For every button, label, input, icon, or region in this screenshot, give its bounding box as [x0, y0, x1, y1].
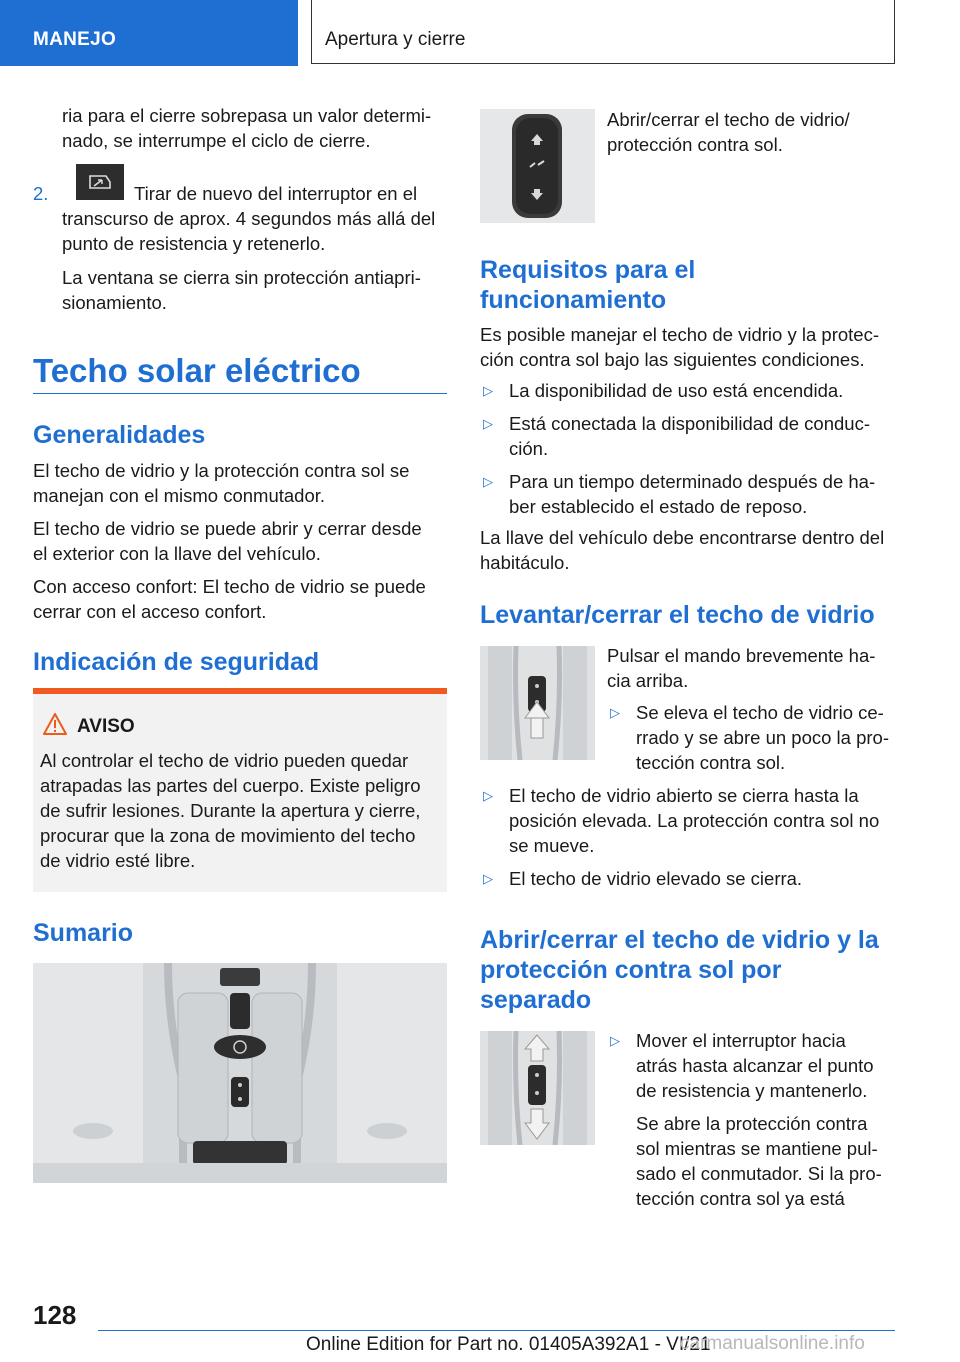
separate-note-line: tección contra sol ya está — [636, 1188, 845, 1209]
lift-heading: Levantar/cerrar el techo de vidrio — [480, 601, 875, 629]
warning-bar — [33, 688, 447, 694]
watermark-text: carmanualsonline.info — [680, 1333, 865, 1354]
lift-item — [509, 783, 879, 858]
requirement-item — [509, 378, 843, 403]
general-line: cerrar con el acceso confort. — [33, 601, 267, 622]
requirement-line: ción. — [509, 438, 549, 459]
general-line: El techo de vidrio y la protección contra sol se — [33, 460, 410, 481]
warning-triangle-icon — [42, 712, 68, 736]
lift-item-line: posición elevada. La protección contra sol no — [509, 810, 880, 831]
summary-heading: Sumario — [33, 919, 134, 947]
switch-caption-line: protección contra sol. — [607, 134, 783, 155]
separate-note-line: sado el conmutador. Si la pro- — [636, 1163, 882, 1184]
lift-item-line: El techo de vidrio abierto se cierra hasta la — [509, 785, 859, 806]
lift-caption — [607, 643, 875, 693]
lift-item-line: El techo de vidrio elevado se cierra. — [509, 868, 803, 889]
lift-sub-line: Se eleva el techo de vidrio ce- — [636, 702, 884, 723]
lift-sub-line: rrado y se abre un poco la pro- — [636, 727, 889, 748]
warning-text — [40, 748, 421, 873]
separate-item — [636, 1028, 874, 1103]
requirements-note-line: La llave del vehículo debe encontrarse dentro del — [480, 527, 885, 548]
step-line: punto de resistencia y retenerlo. — [62, 233, 326, 254]
requirement-line: Está conectada la disponibilidad de conduc- — [509, 413, 870, 434]
page-number: 128 — [33, 1300, 77, 1330]
requirements-intro-line: Es posible manejar el techo de vidrio y la protec- — [480, 324, 879, 345]
intro-paragraph — [62, 103, 431, 153]
requirements-note-line: habitáculo. — [480, 552, 570, 573]
bullet-triangle-icon: ▷ — [610, 705, 620, 720]
separate-heading — [480, 925, 879, 1015]
step-number: 2. — [33, 183, 49, 204]
requirements-heading — [480, 255, 695, 315]
warning-line: de sufrir lesiones. Durante la apertura y cierre, — [40, 800, 421, 821]
separate-note — [636, 1111, 882, 1211]
separate-heading-line: separado — [480, 986, 592, 1014]
lift-switch-image — [480, 646, 595, 760]
separate-heading-line: protección contra sol por — [480, 956, 782, 984]
lift-caption-line: cia arriba. — [607, 670, 689, 691]
separate-note-line: sol mientras se mantiene pul- — [636, 1138, 878, 1159]
warning-line: procurar que la zona de movimiento del techo — [40, 825, 416, 846]
main-heading: Techo solar eléctrico — [33, 352, 361, 389]
separate-switch-image — [480, 1031, 595, 1145]
footer-rule — [98, 1330, 895, 1331]
general-line: manejan con el mismo conmutador. — [33, 485, 326, 506]
warning-line: Al controlar el techo de vidrio pueden quedar — [40, 750, 409, 771]
general-paragraphs — [33, 458, 426, 624]
general-heading: Generalidades — [33, 421, 206, 449]
requirement-line: Para un tiempo determinado después de ha- — [509, 471, 876, 492]
bullet-triangle-icon: ▷ — [483, 871, 493, 886]
requirement-line: ber establecido el estado de reposo. — [509, 496, 808, 517]
requirements-heading-line: funcionamiento — [480, 286, 667, 314]
warning-line: de vidrio esté libre. — [40, 850, 196, 871]
switch-caption — [607, 107, 850, 157]
separate-note-line: Se abre la protección contra — [636, 1113, 868, 1134]
separate-line: atrás hasta alcanzar el punto — [636, 1055, 874, 1076]
lift-caption-line: Pulsar el mando brevemente ha- — [607, 645, 876, 666]
step-line: Tirar de nuevo del interruptor en el — [134, 183, 418, 204]
requirements-intro — [480, 322, 879, 372]
intro-line: ria para el cierre sobrepasa un valor determi- — [62, 105, 432, 126]
warning-line: atrapadas las partes del cuerpo. Existe peligro — [40, 775, 421, 796]
step-note-line: La ventana se cierra sin protección antiapri- — [62, 267, 421, 288]
step-note — [62, 265, 421, 315]
warning-label: AVISO — [77, 716, 135, 737]
edition-text: Online Edition for Part no. 01405A392A1 - VI/21 — [306, 1334, 711, 1355]
separate-heading-line: Abrir/cerrar el techo de vidrio y la — [480, 926, 879, 954]
lift-sub-line: tección contra sol. — [636, 752, 786, 773]
bullet-triangle-icon: ▷ — [610, 1033, 620, 1048]
general-line: el exterior con la llave del vehículo. — [33, 543, 321, 564]
bullet-triangle-icon: ▷ — [483, 383, 493, 398]
heading-rule — [33, 393, 447, 394]
lift-item-line: se mueve. — [509, 835, 595, 856]
requirements-intro-line: ción contra sol bajo las siguientes condiciones. — [480, 349, 865, 370]
chapter-title: Apertura y cierre — [325, 29, 466, 50]
chapter-header — [311, 0, 895, 64]
overhead-console-image — [33, 963, 447, 1183]
step-line: transcurso de aprox. 4 segundos más allá del — [62, 208, 436, 229]
separate-line: Mover el interruptor hacia — [636, 1030, 846, 1051]
requirement-item — [509, 469, 875, 519]
section-tab — [0, 0, 298, 66]
bullet-triangle-icon: ▷ — [483, 788, 493, 803]
separate-line: de resistencia y mantenerlo. — [636, 1080, 868, 1101]
general-line: El techo de vidrio se puede abrir y cerrar desde — [33, 518, 422, 539]
requirements-note — [480, 525, 884, 575]
lift-item — [509, 866, 802, 891]
roof-switch-image — [480, 109, 595, 223]
lift-sub-item — [636, 700, 889, 775]
general-line: Con acceso confort: El techo de vidrio se puede — [33, 576, 426, 597]
requirement-line: La disponibilidad de uso está encendida. — [509, 380, 844, 401]
bullet-triangle-icon: ▷ — [483, 474, 493, 489]
step-paragraph — [62, 181, 435, 256]
safety-heading: Indicación de seguridad — [33, 648, 320, 676]
bullet-triangle-icon: ▷ — [483, 416, 493, 431]
switch-caption-line: Abrir/cerrar el techo de vidrio/ — [607, 109, 850, 130]
step-note-line: sionamiento. — [62, 292, 167, 313]
section-title: MANEJO — [33, 29, 117, 50]
requirements-heading-line: Requisitos para el — [480, 256, 696, 284]
intro-line: nado, se interrumpe el ciclo de cierre. — [62, 130, 371, 151]
requirement-item — [509, 411, 870, 461]
